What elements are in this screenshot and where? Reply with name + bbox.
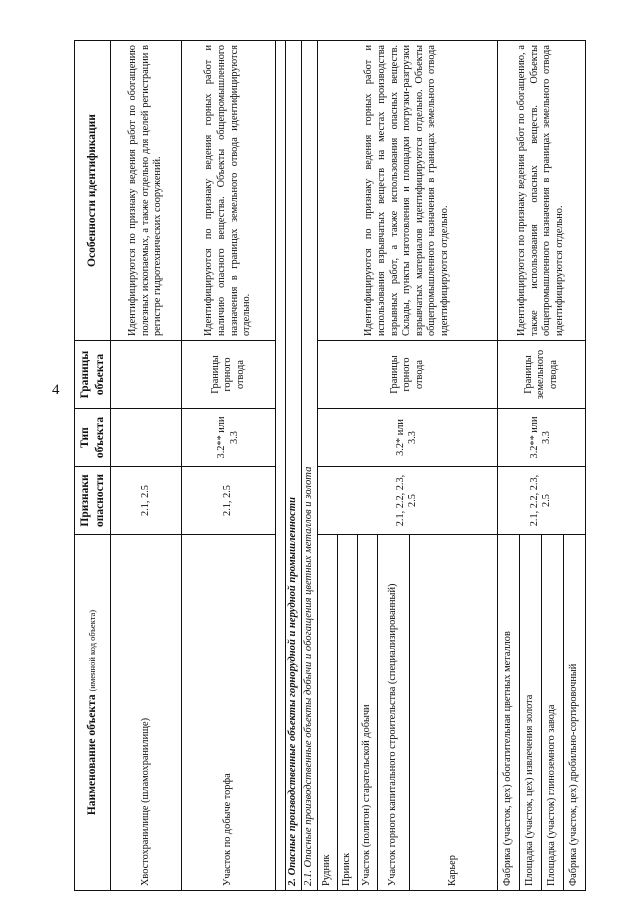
cell-name: Карьер (409, 535, 497, 891)
cell-name: Участок (полигон) старательской добычи (357, 535, 377, 891)
cell-name: Рудник (317, 535, 337, 891)
cell-features: Идентифицируются по признаку ведения горных работ и наличию опасного вещества. Объекты общепромышленного назначения в границах земельного отвода идентифицируются отдельно. (182, 41, 276, 341)
cell-name: Фабрика (участок, цех) дробильно-сортировочный (563, 535, 585, 891)
header-name: Наименование объекта (именной код объекта) (75, 535, 111, 891)
header-borders: Границы объекта (75, 341, 111, 409)
table-row (182, 41, 276, 891)
subsection-heading (301, 41, 317, 891)
cell-borders (111, 341, 182, 409)
header-type: Тип объекта (75, 409, 111, 467)
section-2-1-title: 2.1. Опасные производственные объекты добычи и обогащения цветных металлов и золота (301, 41, 317, 891)
table-row (111, 41, 182, 891)
cell-borders: Границы горного отвода (182, 341, 276, 409)
cell-name: Хвостохранилище (шламохранилище) (111, 535, 182, 891)
table-row (317, 41, 337, 891)
cell-features: Идентифицируются по признаку ведения работ по обогащению, а также использования опасных веществ. Объекты общепромышленного назначения в границах земельного отвода идентифицируются отдельно. (497, 41, 585, 341)
cell-features: Идентифицируются по признаку ведения горных работ и использования взрывчатых веществ на местах производства взрывных работ, а также использования опасных веществ. Склады, пункты изготовления и площадки погрузки-разгрузки взрывчатых материалов идентифицируются отдельно. Объекты общепромышленного назначения в границах земельного отвода идентифицируются отдельно. (317, 41, 497, 341)
cell-signs: 2.1, 2.5 (111, 467, 182, 535)
cell-features: Идентифицируются по признаку ведения работ по обогащению полезных ископаемых, а также отдельно для целей регистрации в регистре гидротехнических сооружений. (111, 41, 182, 341)
cell-name: Площадка (участок, цех) извлечения золота (519, 535, 541, 891)
section-2-title: 2. Опасные производственные объекты горнорудной и нерудной промышленности (286, 41, 302, 891)
cell-signs: 2.1, 2.5 (182, 467, 276, 535)
page-number: 4 (52, 382, 60, 398)
cell-name: Участок горного капитального строительства (специализированный) (377, 535, 409, 891)
cell-name: Площадка (участок) глиноземного завода (541, 535, 563, 891)
section-heading (286, 41, 302, 891)
cell-type: 3.2** или 3.3 (497, 409, 585, 467)
header-features: Особенности идентификации (75, 41, 111, 341)
cell-type (111, 409, 182, 467)
header-signs: Признаки опасности (75, 467, 111, 535)
cell-name: Участок по добыче торфа (182, 535, 276, 891)
cell-name: Прииск (337, 535, 357, 891)
spacer-row (276, 41, 286, 891)
cell-borders: Границы горного отвода (317, 341, 497, 409)
cell-borders: Границы земельного отвода (497, 341, 585, 409)
header-name-note: (именной код объекта) (87, 609, 98, 692)
table-header (75, 41, 111, 891)
cell-signs: 2.1, 2.2, 2.3, 2.5 (317, 467, 497, 535)
rotated-page (74, 41, 580, 891)
cell-type: 3.2** или 3.3 (182, 409, 276, 467)
cell-type: 3.2* или 3.3 (317, 409, 497, 467)
identification-table (74, 40, 586, 891)
cell-name: Фабрика (участок, цех) обогатительная цветных металлов (497, 535, 519, 891)
cell-signs: 2.1, 2.2, 2.3, 2.5 (497, 467, 585, 535)
table-row (497, 41, 519, 891)
